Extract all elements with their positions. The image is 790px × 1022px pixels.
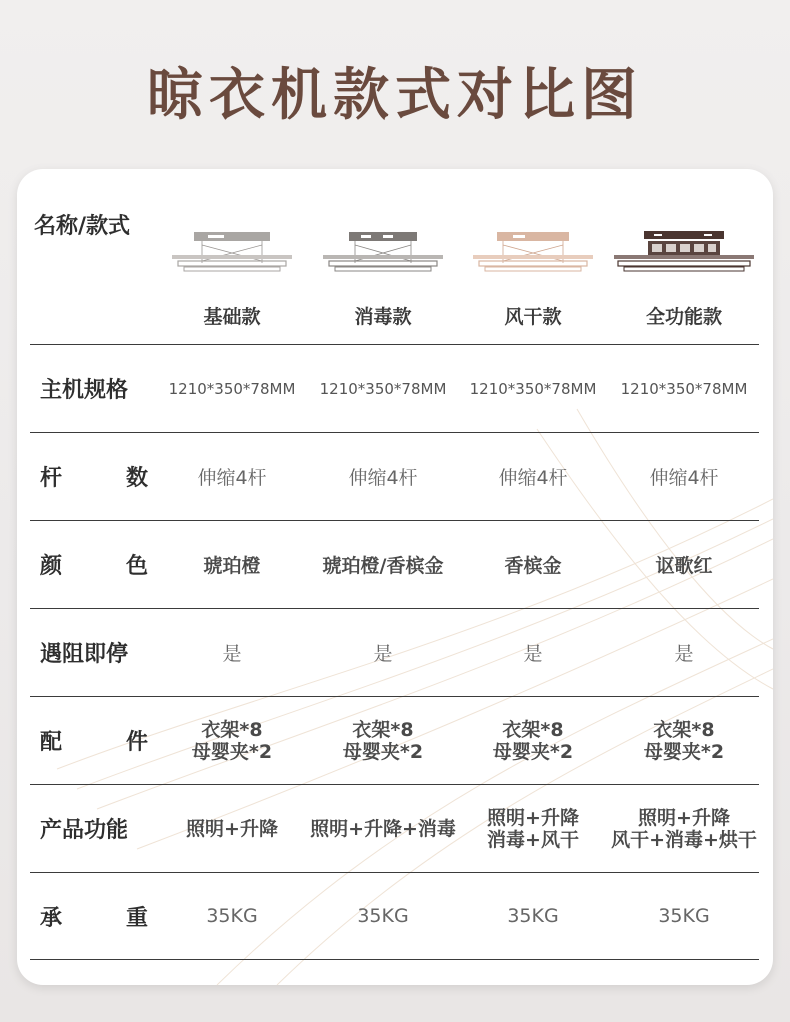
row-label-text: 承 [40,905,63,931]
table-cell: 伸缩4杆 [197,467,267,489]
cell-line: 衣架*8 [502,718,564,741]
table-cell: 1210*350*78MM [620,379,748,398]
table-row [30,609,759,697]
table-cell: 琥珀橙/香槟金 [322,555,444,577]
table-row [30,873,759,960]
table-cell [157,785,307,872]
clothes-rack-image-disinfect [323,227,443,279]
table-header-row [30,169,759,345]
row-label [40,433,148,520]
row-label [40,785,148,872]
table-cell: 是 [222,643,242,665]
row-label-text: 色 [125,554,148,579]
cell-line: 消毒+风干 [487,828,579,851]
cell-line: 母婴夹*2 [191,740,273,763]
table-cell: 1210*350*78MM [319,379,447,398]
table-cell [303,785,463,872]
cell-line: 风干+消毒+烘干 [611,828,757,851]
row-label-text: 主机规格 [40,378,129,403]
row-label [40,697,148,784]
product-full-function [609,169,759,344]
table-cell: 香槟金 [504,555,562,577]
cell-line: 照明+升降 [186,817,278,840]
cell-line: 母婴夹*2 [643,740,725,763]
table-row [30,785,759,873]
row-label [40,873,148,959]
table-cell: 琥珀橙 [203,555,261,577]
table-cell: 伸缩4杆 [649,467,719,489]
table-cell: 1210*350*78MM [469,379,597,398]
product-name: 基础款 [203,306,261,328]
cell-line: 照明+升降+消毒 [310,817,456,840]
table-cell: 1210*350*78MM [168,379,296,398]
clothes-rack-image-air-dry [473,227,593,279]
cell-line: 照明+升降 [638,806,730,829]
table-row [30,433,759,521]
clothes-rack-image-full-function [614,227,754,279]
row-label-text: 重 [125,905,148,931]
table-cell [604,785,764,872]
table-cell: 讴歌红 [655,555,713,577]
table-cell: 是 [523,643,543,665]
table-cell: 伸缩4杆 [348,467,418,489]
table-cell [308,697,458,784]
table-cell: 伸缩4杆 [498,467,568,489]
table-cell: 35KG [507,905,559,927]
table-cell: 35KG [206,905,258,927]
row-label-text: 颜 [40,554,63,579]
comparison-card [17,169,773,985]
product-disinfect [308,169,458,344]
table-cell: 是 [373,643,393,665]
cell-line: 衣架*8 [352,718,414,741]
row-label [40,345,148,432]
row-label-text: 配 [40,730,63,755]
cell-line: 母婴夹*2 [342,740,424,763]
product-name: 消毒款 [354,306,412,328]
table-cell [157,697,307,784]
row-label-text: 产品功能 [40,818,129,843]
row-label-text: 件 [125,730,148,755]
row-label [34,169,154,344]
cell-line: 衣架*8 [653,718,715,741]
cell-line: 母婴夹*2 [492,740,574,763]
row-label [40,609,148,696]
table-cell: 是 [674,643,694,665]
row-label [40,521,148,608]
table-cell [458,697,608,784]
page-title: 晾衣机款式对比图 [147,63,643,128]
table-row [30,521,759,609]
clothes-rack-image-basic [172,227,292,279]
table-row [30,345,759,433]
cell-line: 衣架*8 [201,718,263,741]
header-label: 名称/款式 [34,213,131,239]
table-cell [458,785,608,872]
product-name: 风干款 [504,306,562,328]
table-cell: 35KG [658,905,710,927]
table-cell: 35KG [357,905,409,927]
table-row [30,697,759,785]
product-name: 全功能款 [645,306,722,328]
row-label-text: 数 [125,466,148,491]
row-label-text: 遇阻即停 [40,642,129,667]
product-basic [157,169,307,344]
product-air-dry [458,169,608,344]
row-label-text: 杆 [40,466,63,491]
cell-line: 照明+升降 [487,806,579,829]
table-cell [609,697,759,784]
